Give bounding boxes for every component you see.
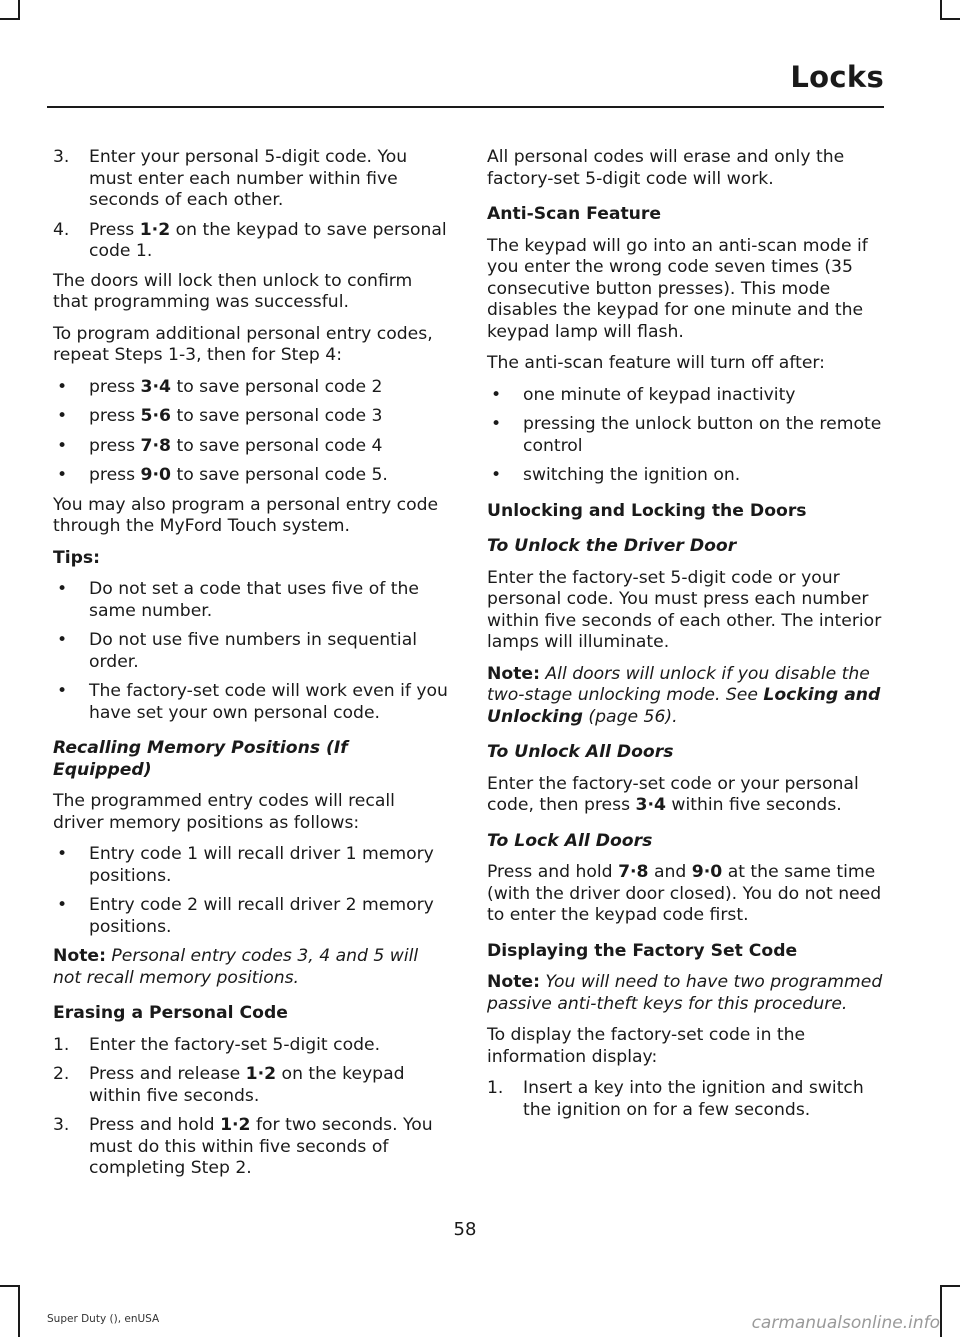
paragraph: To program additional personal entry codes, repeat Steps 1-3, then for Step 4:: [53, 323, 433, 365]
section-heading: Tips:: [53, 547, 101, 568]
paragraph: To display the factory-set code in the information display:: [487, 1025, 806, 1067]
section-heading: Recalling Memory Positions (If Equipped): [53, 738, 348, 780]
left-column: [53, 147, 449, 1188]
crop-mark: [18, 1285, 20, 1337]
note: Note: You will need to have two programmed passive anti-theft keys for this procedure.: [487, 972, 883, 1014]
list-item: • The factory-set code will work even if you have set your own personal code.: [57, 681, 448, 723]
crop-mark: [0, 18, 20, 20]
list-item: • switching the ignition on.: [491, 465, 741, 485]
list-item: • Do not use five numbers in sequential order.: [57, 630, 417, 672]
section-heading: Unlocking and Locking the Doors: [487, 500, 807, 521]
paragraph: All personal codes will erase and only the factory-set 5-digit code will work.: [487, 147, 845, 189]
note: Note: All doors will unlock if you disable the two-stage unlocking mode. See Locking and Unlocking (page 56).: [487, 663, 881, 727]
list-item: 2. Press and release 1·2 on the keypad within five seconds.: [53, 1064, 405, 1106]
section-heading: Displaying the Factory Set Code: [487, 940, 798, 961]
cross-reference-link[interactable]: Locking and Unlocking: [487, 685, 881, 727]
header-divider: [47, 106, 884, 108]
footer-text: Super Duty (), enUSA: [47, 1313, 160, 1325]
paragraph: Enter the factory-set code or your personal code, then press 3·4 within five seconds.: [487, 773, 859, 815]
page-number: 58: [453, 1219, 477, 1240]
list-item: 3. Press and hold 1·2 for two seconds. You must do this within five seconds of completing Step 2.: [53, 1115, 433, 1178]
list-item: • press 7·8 to save personal code 4: [57, 435, 383, 456]
crop-mark: [940, 1285, 960, 1287]
crop-mark: [0, 1285, 20, 1287]
list-item: • one minute of keypad inactivity: [491, 384, 796, 405]
paragraph: The keypad will go into an anti-scan mode if you enter the wrong code seven times (35 consecutive button presses). This mode disables the keypad for one minute and the keypad lamp will flash.: [487, 235, 868, 342]
crop-mark: [940, 1285, 942, 1337]
paragraph: Press and hold 7·8 and 9·0 at the same time (with the driver door closed). You do not need to enter the keypad code first.: [487, 862, 882, 925]
section-heading: Anti-Scan Feature: [487, 204, 662, 224]
paragraph: Enter the factory-set 5-digit code or your personal code. You must press each number within five seconds of each other. The interior lamps will illuminate.: [487, 567, 882, 652]
list-item: • Do not set a code that uses five of the same number.: [57, 579, 419, 621]
crop-mark: [18, 0, 20, 20]
list-item: 1. Enter the factory-set 5-digit code.: [53, 1034, 381, 1055]
list-item: • Entry code 1 will recall driver 1 memory positions.: [57, 844, 434, 886]
list-item: 1. Insert a key into the ignition and switch the ignition on for a few seconds.: [487, 1078, 864, 1120]
watermark: carmanualsonline.info: [751, 1313, 940, 1333]
note: Note: Personal entry codes 3, 4 and 5 will not recall memory positions.: [53, 946, 419, 988]
right-column: [487, 147, 885, 1129]
list-item: • press 9·0 to save personal code 5.: [57, 465, 388, 485]
list-item: • press 5·6 to save personal code 3: [57, 406, 383, 426]
paragraph: You may also program a personal entry code through the MyFord Touch system.: [53, 494, 439, 536]
list-item: • Entry code 2 will recall driver 2 memory positions.: [57, 895, 434, 937]
section-heading: To Lock All Doors: [487, 830, 653, 851]
paragraph: The programmed entry codes will recall driver memory positions as follows:: [53, 791, 395, 833]
list-item: • press 3·4 to save personal code 2: [57, 376, 383, 397]
crop-mark: [940, 0, 942, 20]
list-item: 3. Enter your personal 5-digit code. You must enter each number within five seconds of each other.: [53, 147, 408, 210]
section-heading: To Unlock All Doors: [487, 742, 674, 762]
page-title: Locks: [790, 60, 884, 94]
crop-mark: [940, 18, 960, 20]
list-item: 4. Press 1·2 on the keypad to save personal code 1.: [53, 219, 447, 261]
list-item: • pressing the unlock button on the remote control: [491, 414, 882, 456]
section-heading: To Unlock the Driver Door: [487, 536, 737, 556]
paragraph: The anti-scan feature will turn off after:: [487, 353, 825, 373]
section-heading: Erasing a Personal Code: [53, 1003, 288, 1023]
paragraph: The doors will lock then unlock to confirm that programming was successful.: [53, 270, 413, 312]
